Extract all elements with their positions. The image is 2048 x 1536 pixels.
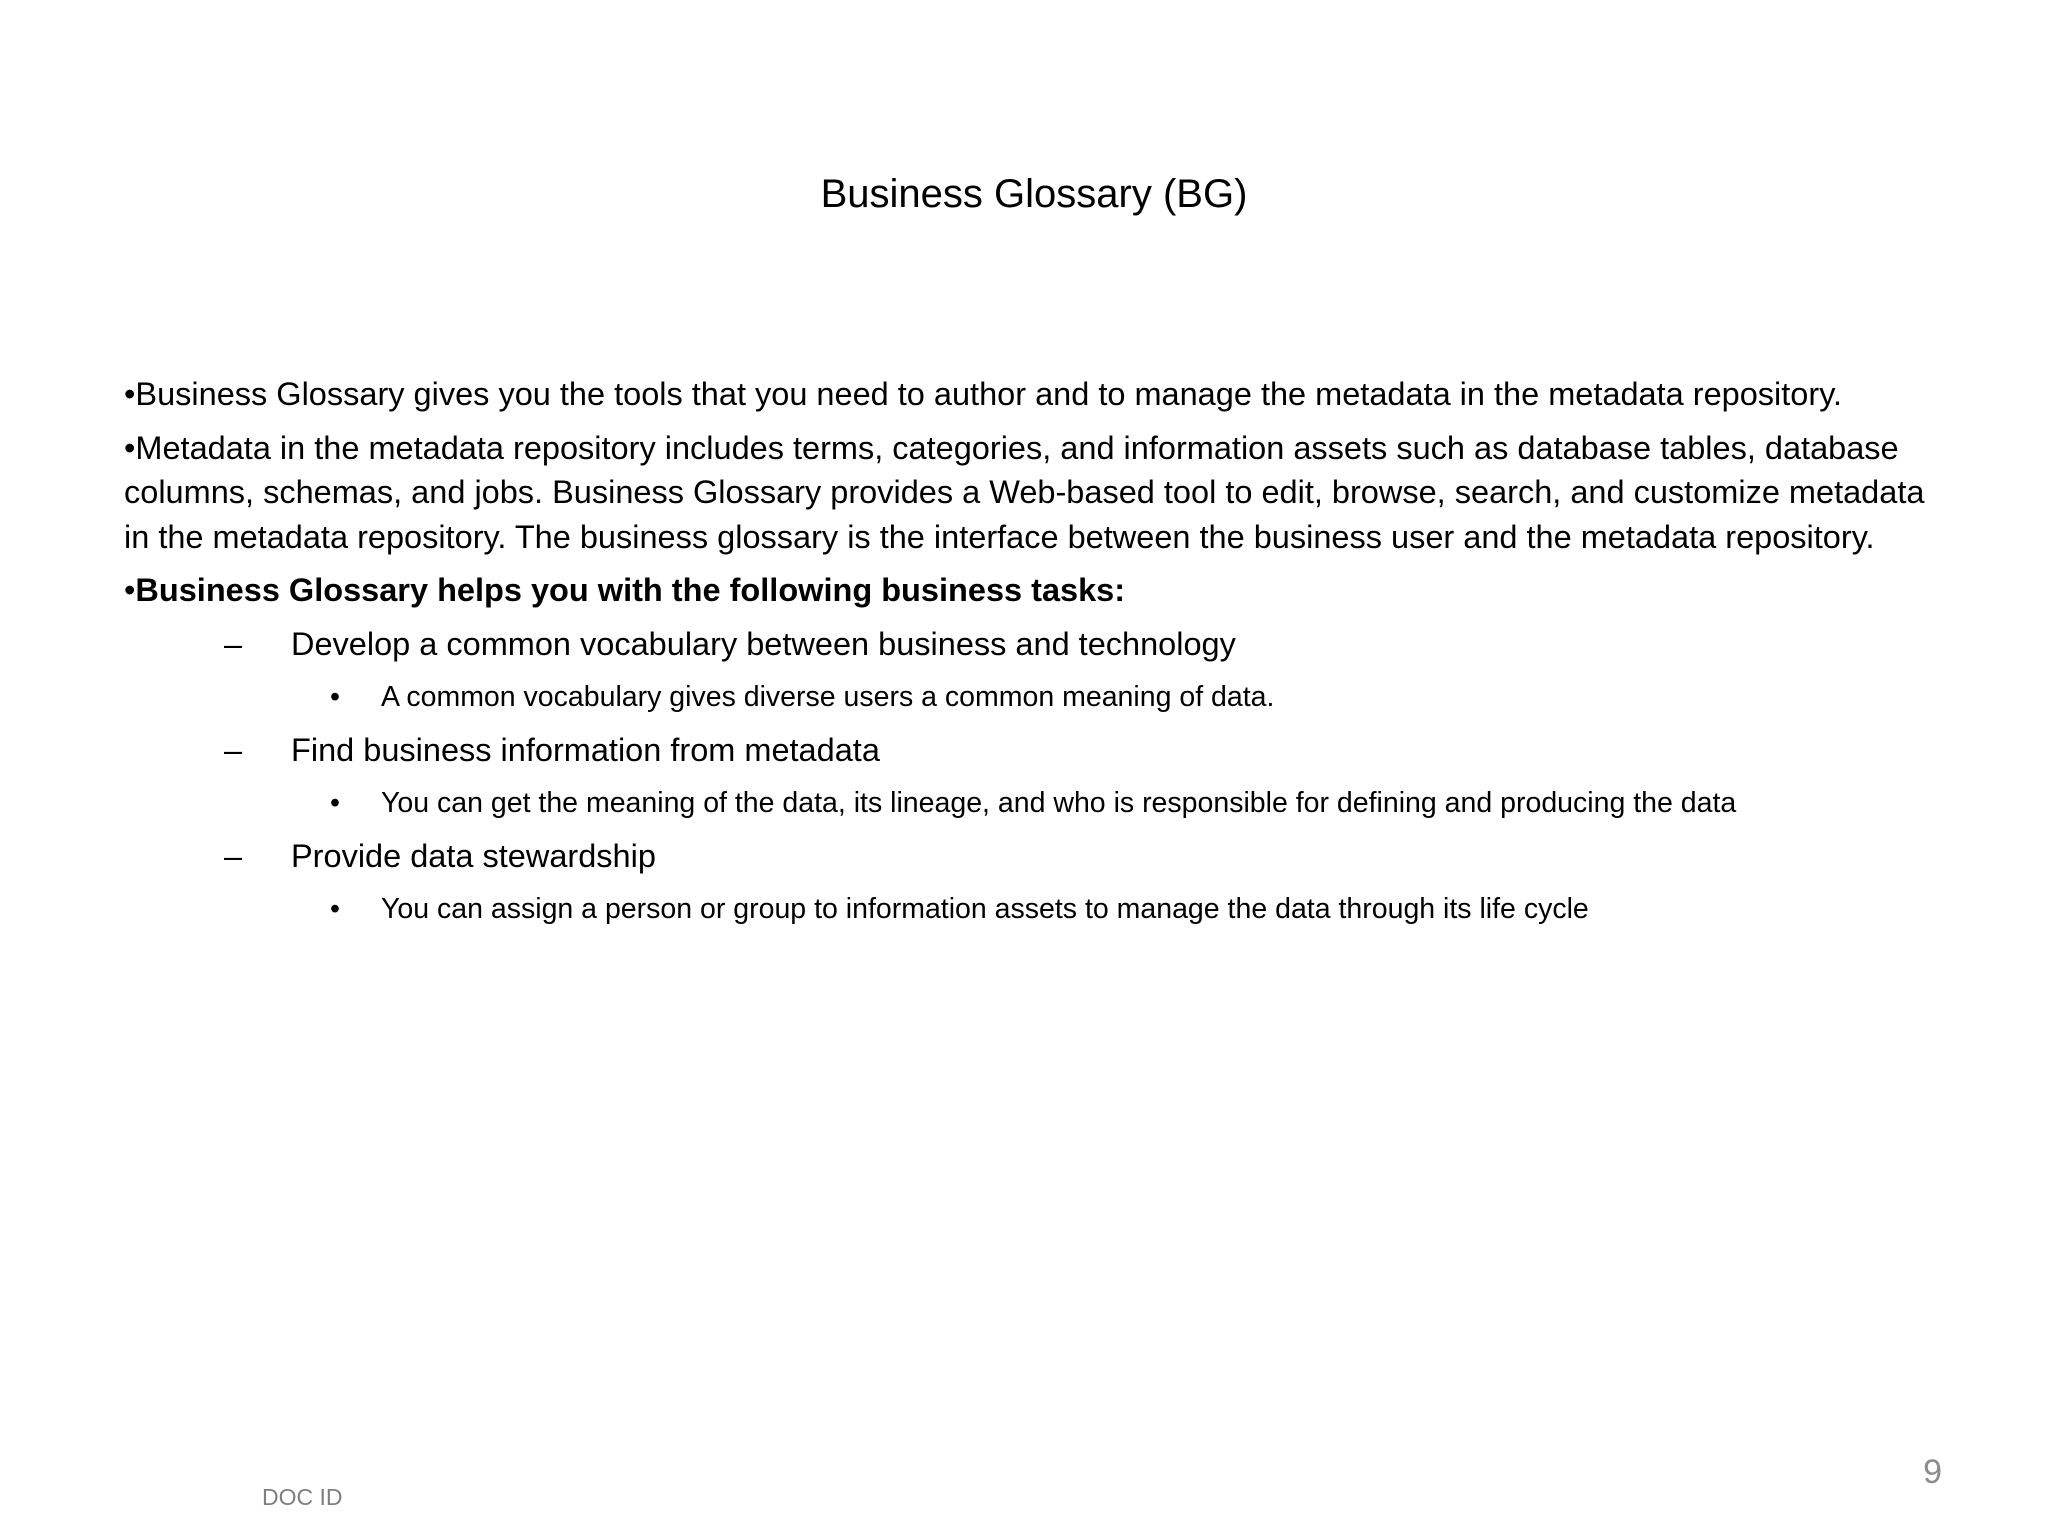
- dash-marker: –: [224, 625, 243, 662]
- bullet-text: Business Glossary helps you with the following business tasks:: [135, 572, 1126, 608]
- task-item-3: [124, 834, 1954, 878]
- dash-marker: –: [224, 731, 243, 768]
- task-text: Provide data stewardship: [291, 837, 656, 874]
- bullet-paragraph-2: [124, 426, 1954, 560]
- bullet-text: Metadata in the metadata repository includes terms, categories, and information assets such as database tables, database columns, schemas, and jobs. Business Glossary provides a Web-based tool to edit, browse, search, and customize metadata in the metadata repository. The business glossary is the interface between the business user and the metadata repository.: [124, 429, 1925, 555]
- slide-title-text: Business Glossary (BG): [820, 172, 1248, 216]
- slide-title: [0, 168, 2048, 220]
- bullet-marker: •: [124, 429, 136, 466]
- page-number: 9: [1923, 1453, 1942, 1491]
- task-detail-text: You can get the meaning of the data, its lineage, and who is responsible for defining and producing the data: [381, 786, 1737, 819]
- bullet-text: Business Glossary gives you the tools that you need to author and to manage the metadata in the metadata repository.: [135, 376, 1843, 412]
- bullet-paragraph-1: [124, 372, 1954, 417]
- task-item-1: [124, 622, 1954, 666]
- bullet-marker: •: [330, 892, 340, 925]
- task-detail-3: [124, 889, 1954, 929]
- bullet-paragraph-3: [124, 568, 1954, 613]
- bullet-marker: •: [330, 680, 340, 713]
- task-detail-text: You can assign a person or group to information assets to manage the data through its life cycle: [381, 892, 1589, 925]
- task-detail-1: [124, 677, 1954, 717]
- task-item-2: [124, 728, 1954, 772]
- bullet-marker: •: [124, 572, 136, 608]
- task-text: Develop a common vocabulary between business and technology: [291, 625, 1236, 662]
- task-detail-2: [124, 783, 1954, 823]
- bullet-marker: •: [330, 786, 340, 819]
- slide-body: [124, 372, 1954, 940]
- task-detail-text: A common vocabulary gives diverse users a common meaning of data.: [381, 680, 1275, 713]
- doc-id-footer: DOC ID: [262, 1484, 343, 1510]
- dash-marker: –: [224, 837, 243, 874]
- bullet-marker: •: [124, 376, 136, 412]
- task-text: Find business information from metadata: [291, 731, 880, 768]
